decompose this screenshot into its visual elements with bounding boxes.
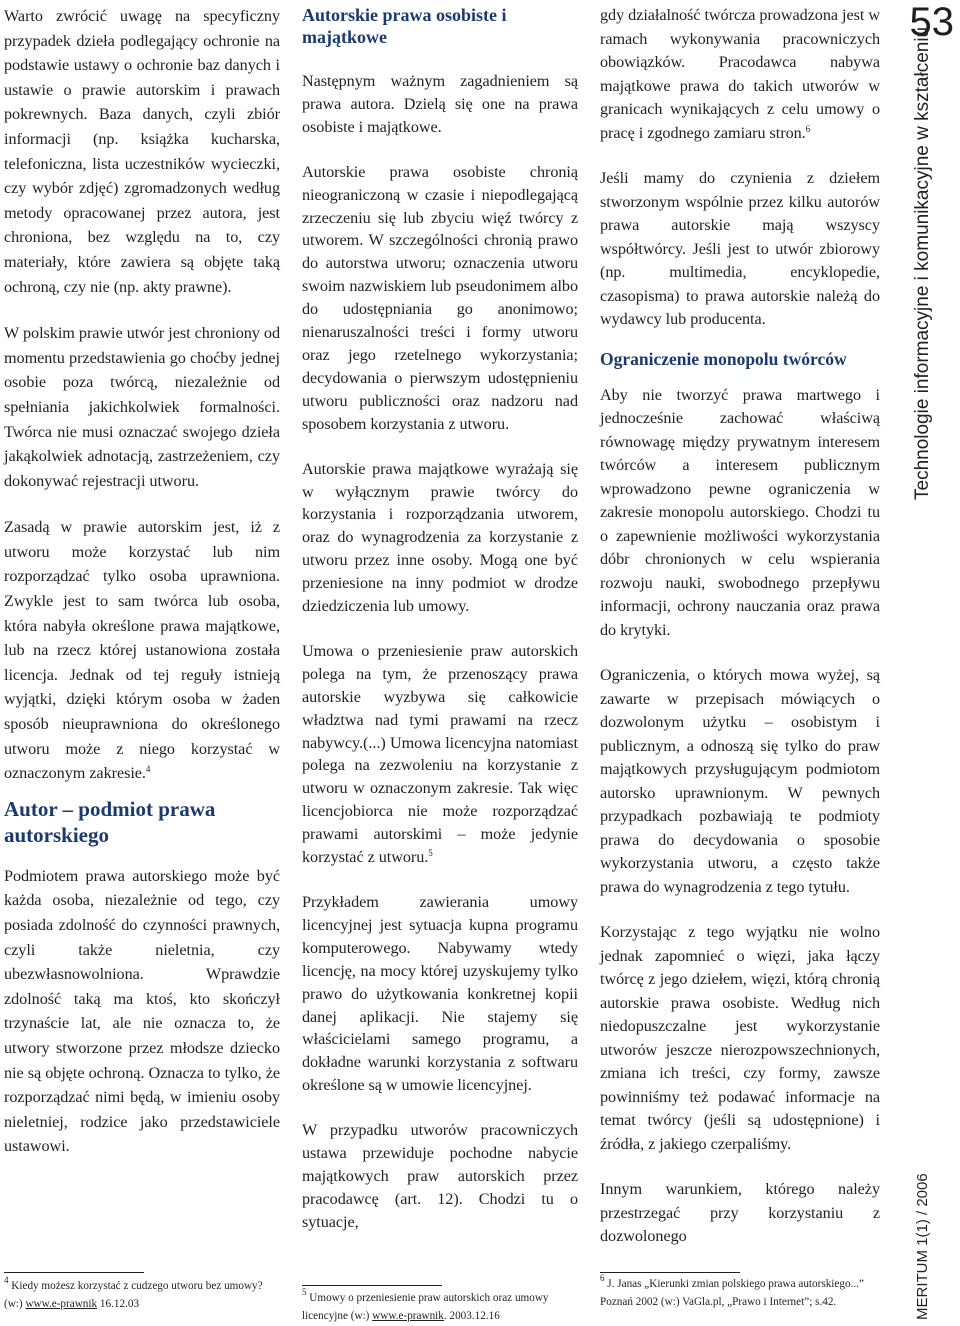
paragraph-text: Zasadą w prawie autorskim jest, iż z utworu może korzystać lub nim rozporządzać tylko osoba uprawniona. Zwykle jest to sam twórca lub osoba, która nabyła określone prawa majątkowe, lub na rzecz której ustanowiona została licencja. Jednak od tej reguły istnieją wyjątki, dzięki którym osoba w żaden sposób nieuprawniona do określonego utworu może z niego korzystać w oznaczonym zakresie.	[4, 518, 280, 783]
footnote-link[interactable]: www.e-prawnik	[372, 1309, 444, 1322]
footnote-link[interactable]: www.e-prawnik	[25, 1297, 98, 1310]
footnote-date: 16.12.03	[99, 1297, 140, 1310]
section-heading: Autorskie prawa osobiste i majątkowe	[302, 5, 507, 47]
paragraph: Jeśli mamy do czynienia z dziełem stworzonym wspólnie przez kilku autorów prawa autorskie mają wszyscy współtwórcy. Jeśli jest to utwór zbiorowy (np. multimedia, encyklopedie, czasopisma) to prawa autorskie należą do wydawcy lub producenta.	[600, 169, 880, 328]
section-heading: Autor – podmiot prawa autorskiego	[4, 796, 216, 847]
footnote-4	[4, 1275, 280, 1313]
footnote-rule	[302, 1285, 442, 1286]
footnote-ref[interactable]: 6	[805, 123, 811, 134]
paragraph: Podmiotem prawa autorskiego może być każda osoba, niezależnie od tego, czy posiada zdolność do czynności prawnych, czyli także nieletnia, czy ubezwłasnowolniona. Wprawdzie zdolność taką ma ktoś, kto skończył trzynaście lat, ale nie oznacza to, że utwory stworzone przez młodsze dziecko nie są objęte ochroną. Oznacza to tylko, że rozporządzać nimi będą, w imieniu osoby nieletniej, rodzice jako przedstawiciele ustawowi.	[4, 866, 280, 1156]
footnote-number: 6	[600, 1273, 605, 1283]
paragraph	[4, 515, 280, 786]
paragraph: W przypadku utworów pracowniczych ustawa przewiduje pochodne nabycie majątkowych praw autorskich przez pracodawcę (art. 12). Chodzi tu o sytuacje,	[302, 1121, 578, 1231]
paragraph-text: Umowa o przeniesienie praw autorskich polega na tym, że przenoszący prawa autorskie wyzbywa się całkowicie władztwa nad tymi prawami na rzecz nabywcy.(...) Umowa licencyjna natomiast polega na zezwoleniu na korzystanie z utworu w oznaczonym zakresie. Tak więc licencjobiorca nie może rozporządzać prawami autorskimi – może jedynie korzystać z utworu.	[302, 641, 578, 867]
journal-issue	[914, 1170, 938, 1320]
paragraph-text: gdy działalność twórcza prowadzona jest w ramach wykonywania pracowniczych obowiązków. Pracodawca nabywa majątkowe prawa do takich utworów w granicach wynikających z celu umowy o pracę i zgodnego zamiaru stron.	[600, 6, 880, 142]
running-title-text: Technologie informacyjne i komunikacyjne w kształceniu	[912, 26, 933, 500]
paragraph: Aby nie tworzyć prawa martwego i jednocześnie zachować właściwą równowagę między prywatnym interesem twórców a interesem publicznym wprowadzono pewne ograniczenia w zakresie monopolu autorskiego. Chodzi tu o zapewnienie możliwości wykorzystania dóbr chronionych w celu wspierania rozwoju nauki, swobodnego przepływu informacji, ochrony nauczania oraz prawa do krytyki.	[600, 385, 880, 639]
paragraph	[302, 640, 578, 869]
section-heading: Ograniczenie monopolu twórców	[600, 348, 847, 369]
paragraph	[600, 4, 880, 145]
footnote-text: Umowy o przeniesienie praw autorskich oraz umowy licencyjne (w:)	[302, 1292, 549, 1322]
paragraph: Ograniczenia, o których mowa wyżej, są zawarte w przepisach mówiących o dozwolonym użytku – osobistym i publicznym, a odnoszą się tylko do praw majątkowych przysługującym podmiotom autorsko uprawnionym. W pewnych przypadkach pozbawiają te podmioty prawa do decydowania o sposobie wykorzystania utworu, a często także prawa do wynagrodzenia z tego tytułu.	[600, 666, 880, 896]
column-2	[302, 4, 578, 1256]
paragraph: Warto zwrócić uwagę na specyficzny przypadek dzieła podlegający ochronie na podstawie ustawy o ochronie baz danych i ustawie o prawie autorskim i prawach pokrewnych. Baza danych, czyli zbiór informacji (np. książka kucharska, telefoniczna, lista uczestników wycieczki, czy wybór zdjęć) zgromadzonych według metody opracowanej przez autora, jest chroniona, bez względu na to, czy materiały, które zawiera są objęte taką ochroną, czy nie (np. akty prawne).	[4, 7, 280, 296]
footnote-ref[interactable]: 4	[145, 764, 151, 775]
paragraph: Przykładem zawierania umowy licencyjnej jest sytuacja kupna programu komputerowego. Nabywamy wtedy licencję, na mocy której uzyskujemy tylko prawo do użytkowania konkretnej kopii danej aplikacji. Nie stajemy się właścicielami samego programu, a dokładne warunki korzystania z softwaru określone są w umowie licencyjnej.	[302, 893, 578, 1095]
paragraph: Autorskie prawa majątkowe wyrażają się w wyłącznym prawie twórcy do korzystania i rozporządzania utworem, oraz do wynagrodzenia za korzystanie z utworu przez inne osoby. Mogą one być przeniesione na inny podmiot w drodze dziedziczenia lub umowy.	[302, 459, 578, 616]
footnote-number: 5	[302, 1287, 307, 1297]
footnote-6	[600, 1273, 880, 1311]
paragraph: Korzystając z tego wyjątku nie wolno jednak zapomnieć o więzi, jaka łączy twórcę z jego dziełem, więzi, którą chronią autorskie prawa osobiste. Według nich niedopuszczalne jest wykorzystanie utworów jeszcze nierozpowszechnionych, zmiana ich treści, czy formy, zawsze powinniśmy też podawać informacje na temat twórcy (jeśli są udostępnione) i źródła, z jakiego czerpaliśmy.	[600, 923, 880, 1153]
footnote-text: J. Janas „Kierunki zmian polskiego prawa autorskiego...” Poznań 2002 (w:) VaGla.pl, „Prawo i Internet”; s.42.	[600, 1278, 864, 1308]
footnote-text: Kiedy możesz korzystać z cudzego utworu bez umowy? (w:)	[4, 1280, 263, 1310]
paragraph: Następnym ważnym zagadnieniem są prawa autora. Dzielą się one na prawa osobiste i majątkowe.	[302, 72, 578, 136]
running-title	[912, 26, 938, 500]
footnote-rule	[4, 1272, 144, 1273]
paragraph: Innym warunkiem, którego należy przestrzegać przy korzystaniu z dozwolonego	[600, 1180, 880, 1245]
column-3	[600, 4, 880, 1271]
footnote-number: 4	[4, 1275, 9, 1285]
journal-issue-text: MERITUM 1(1) / 2006	[914, 1173, 931, 1320]
footnote-rule	[600, 1272, 740, 1273]
footnote-ref[interactable]: 5	[428, 848, 433, 859]
page-number: 53	[909, 0, 954, 44]
column-1	[4, 4, 280, 1181]
footnote-date: . 2003.12.16	[443, 1309, 500, 1322]
paragraph: W polskim prawie utwór jest chroniony od momentu przedstawienia go choćby jednej osobie poza twórcą, niezależnie od spełniania jakichkolwiek formalności. Twórca nie musi oznaczać swojego dzieła jakąkolwiek adnotacją, zastrzeżeniem, czy dokonywać rejestracji utworu.	[4, 324, 280, 490]
paragraph: Autorskie prawa osobiste chronią nieograniczoną w czasie i niepodlegającą zrzeczeniu się lub zbyciu więź twórcy z utworem. W szczególności chronią prawo do autorstwa utworu; oznaczenia utworu swoim nazwiskiem lub pseudonimem albo do udostępniania go anonimowo; nienaruszalności treści i formy utworu oraz jego rzetelnego wykorzystania; decydowania o pierwszym udostępnieniu utworu publiczności oraz nadzoru nad sposobem korzystania z utworu.	[302, 162, 578, 433]
footnote-5	[302, 1287, 578, 1325]
